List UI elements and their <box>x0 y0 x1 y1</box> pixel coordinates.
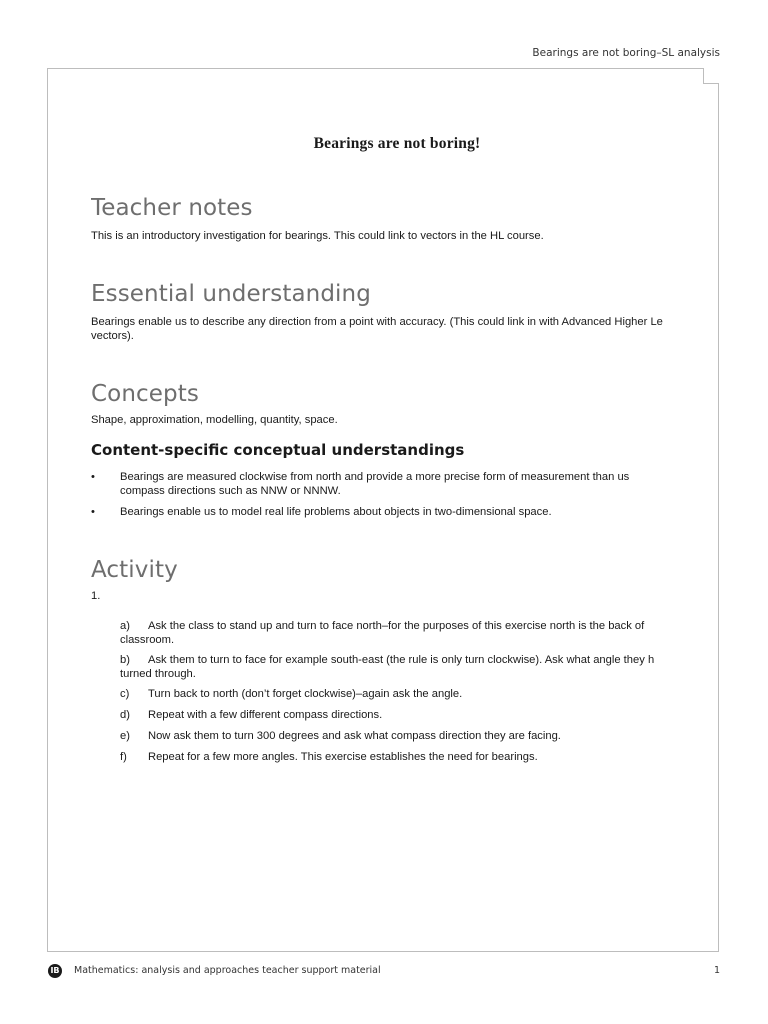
activity-item-f <box>91 750 703 764</box>
bullet-1-line-2: compass directions such as NNW or NNNW. <box>120 485 341 497</box>
activity-item-e-line-1: Now ask them to turn 300 degrees and ask what compass direction they are facing. <box>148 730 561 742</box>
activity-item-letter: f) <box>120 751 127 763</box>
running-header: Bearings are not boring–SL analysis <box>532 47 720 59</box>
activity-item-letter: e) <box>120 730 130 742</box>
activity-item-letter: d) <box>120 709 130 721</box>
essential-understanding-line-2: vectors). <box>91 330 134 342</box>
activity-item-d-line-1: Repeat with a few different compass directions. <box>148 709 383 721</box>
activity-number: 1. <box>91 590 101 602</box>
concepts-text: Shape, approximation, modelling, quantity, space. <box>91 414 338 426</box>
page-corner-fold <box>703 68 719 84</box>
bullet-icon: • <box>91 506 95 518</box>
activity-item-letter: a) <box>120 620 130 632</box>
ib-logo-icon: IB <box>48 964 62 978</box>
content-specific-bullet-2 <box>91 505 703 519</box>
activity-item-c-line-1: Turn back to north (don’t forget clockwise)–again ask the angle. <box>148 688 463 700</box>
activity-item-letter: c) <box>120 688 130 700</box>
footer-text: Mathematics: analysis and approaches teacher support material <box>74 965 381 976</box>
content-specific-heading: Content-specific conceptual understandings <box>91 441 465 459</box>
page-number: 1 <box>713 965 720 976</box>
activity-item-b-line-2: turned through. <box>120 668 196 680</box>
teacher-notes-text: This is an introductory investigation for bearings. This could link to vectors in the HL course. <box>91 230 544 242</box>
activity-item-b-line-1: Ask them to turn to face for example south-east (the rule is only turn clockwise). Ask what angle they h <box>148 654 655 666</box>
content-specific-bullet-1 <box>91 470 703 498</box>
activity-item-b <box>91 653 703 681</box>
activity-item-a-line-1: Ask the class to stand up and turn to face north–for the purposes of this exercise north is the back of <box>148 620 645 632</box>
activity-heading: Activity <box>91 557 178 583</box>
bullet-2-line-1: Bearings enable us to model real life problems about objects in two-dimensional space. <box>120 506 552 518</box>
bullet-1-line-1: Bearings are measured clockwise from north and provide a more precise form of measurement than us <box>120 471 630 483</box>
essential-understanding-line-1: Bearings enable us to describe any direction from a point with accuracy. (This could link in with Advanced Higher Le <box>91 316 663 328</box>
bullet-icon: • <box>91 471 95 483</box>
activity-item-d <box>91 708 703 722</box>
concepts-heading: Concepts <box>91 381 199 407</box>
activity-item-e <box>91 729 703 743</box>
page-footer <box>48 964 720 978</box>
activity-item-a-line-2: classroom. <box>120 634 175 646</box>
page-content <box>91 130 703 764</box>
activity-item-letter: b) <box>120 654 130 666</box>
activity-item-a <box>91 619 703 647</box>
teacher-notes-heading: Teacher notes <box>91 195 253 221</box>
document-title: Bearings are not boring! <box>313 135 481 152</box>
activity-item-f-line-1: Repeat for a few more angles. This exercise establishes the need for bearings. <box>148 751 538 763</box>
essential-understanding-heading: Essential understanding <box>91 281 371 307</box>
activity-item-c <box>91 687 703 701</box>
content-specific-list <box>91 470 703 519</box>
